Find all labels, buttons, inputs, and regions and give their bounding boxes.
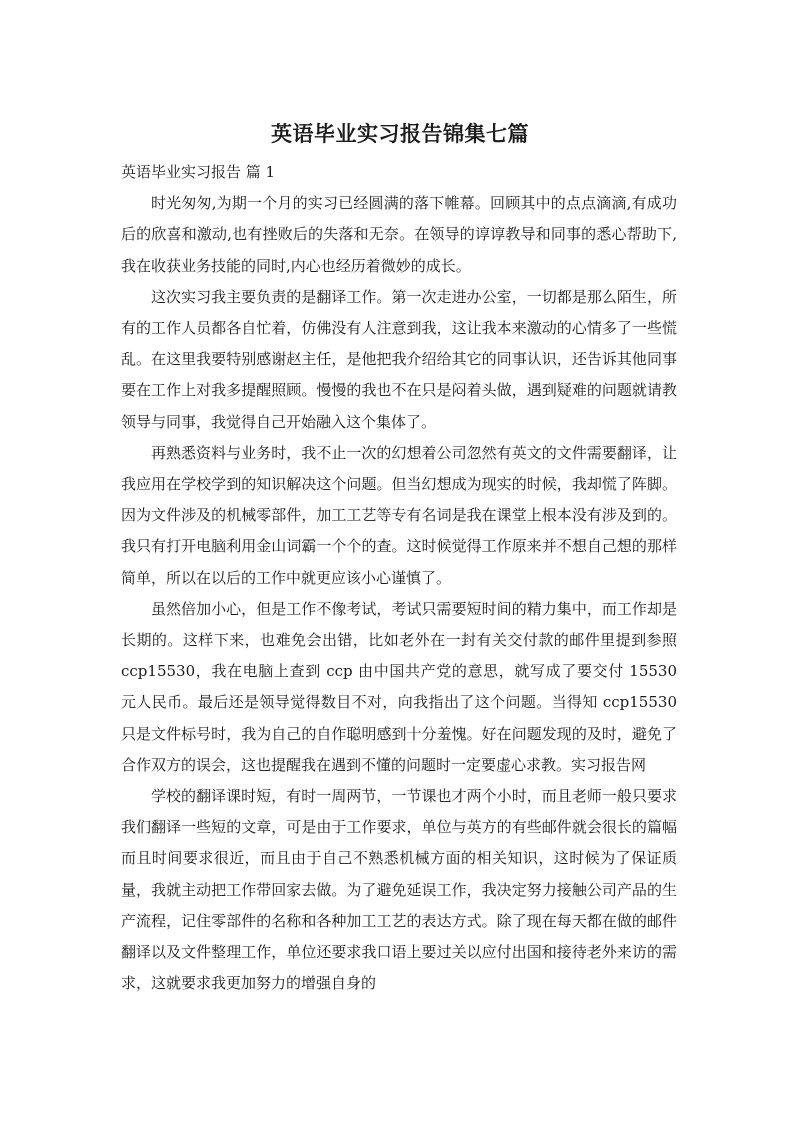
paragraph-1: 时光匆匆,为期一个月的实习已经圆满的落下帷幕。回顾其中的点点滴滴,有成功后的欣喜和激动,也有挫败后的失落和无奈。在领导的谆谆教导和同事的悉心帮助下,我在收获业务技能的同时,内心也经历着微妙的成长。 — [121, 194, 677, 275]
document-body — [121, 157, 677, 999]
section-heading: 英语毕业实习报告 篇 1 — [121, 163, 276, 181]
paragraph-2: 这次实习我主要负责的是翻译工作。第一次走进办公室，一切都是那么陌生，所有的工作人员都各自忙着，仿佛没有人注意到我，这让我本来激动的心情多了一些慌乱。在这里我要特别感谢赵主任，是他把我介绍给其它的同事认识，还告诉其他同事要在工作上对我多提醒照顾。慢慢的我也不在只是闷着头做，遇到疑难的问题就请教领导与同事，我觉得自己开始融入这个集体了。 — [121, 287, 677, 431]
document-title: 英语毕业实习报告锦集七篇 — [271, 122, 529, 146]
paragraph-4: 虽然倍加小心，但是工作不像考试，考试只需要短时间的精力集中，而工作却是长期的。这样下来，也难免会出错，比如老外在一封有关交付款的邮件里提到参照 ccp15530，我在电脑上查到 ccp 由中国共产党的意思，就写成了要交付 15530 元人民币。最后还是领导觉得数目不对，向我指出了这个问题。当得知 ccp15530 只是文件标号时，我为自己的自作聪明感到十分羞愧。好在问题发现的及时，避免了合作双方的误会，这也提醒我在遇到不懂的问题时一定要虚心求教。实习报告网 — [121, 599, 677, 774]
paragraph-5: 学校的翻译课时短，有时一周两节，一节课也才两个小时，而且老师一般只要求我们翻译一些短的文章，可是由于工作要求，单位与英方的有些邮件就会很长的篇幅而且时间要求很近，而且由于自己不熟悉机械方面的相关知识，这时候为了保证质量，我就主动把工作带回家去做。为了避免延误工作，我决定努力接触公司产品的生产流程，记住零部件的名称和各种加工工艺的表达方式。除了现在每天都在做的邮件翻译以及文件整理工作，单位还要求我口语上要过关以应付出国和接待老外来访的需求，这就要求我更加努力的增强自身的 — [121, 787, 677, 993]
paragraph-3: 再熟悉资料与业务时，我不止一次的幻想着公司忽然有英文的文件需要翻译，让我应用在学校学到的知识解决这个问题。但当幻想成为现实的时候，我却慌了阵脚。因为文件涉及的机械零部件，加工工艺等专有名词是我在课堂上根本没有涉及到的。我只有打开电脑利用金山词霸一个个的查。这时候觉得工作原来并不想自己想的那样简单，所以在以后的工作中就更应该小心谨慎了。 — [121, 443, 677, 587]
